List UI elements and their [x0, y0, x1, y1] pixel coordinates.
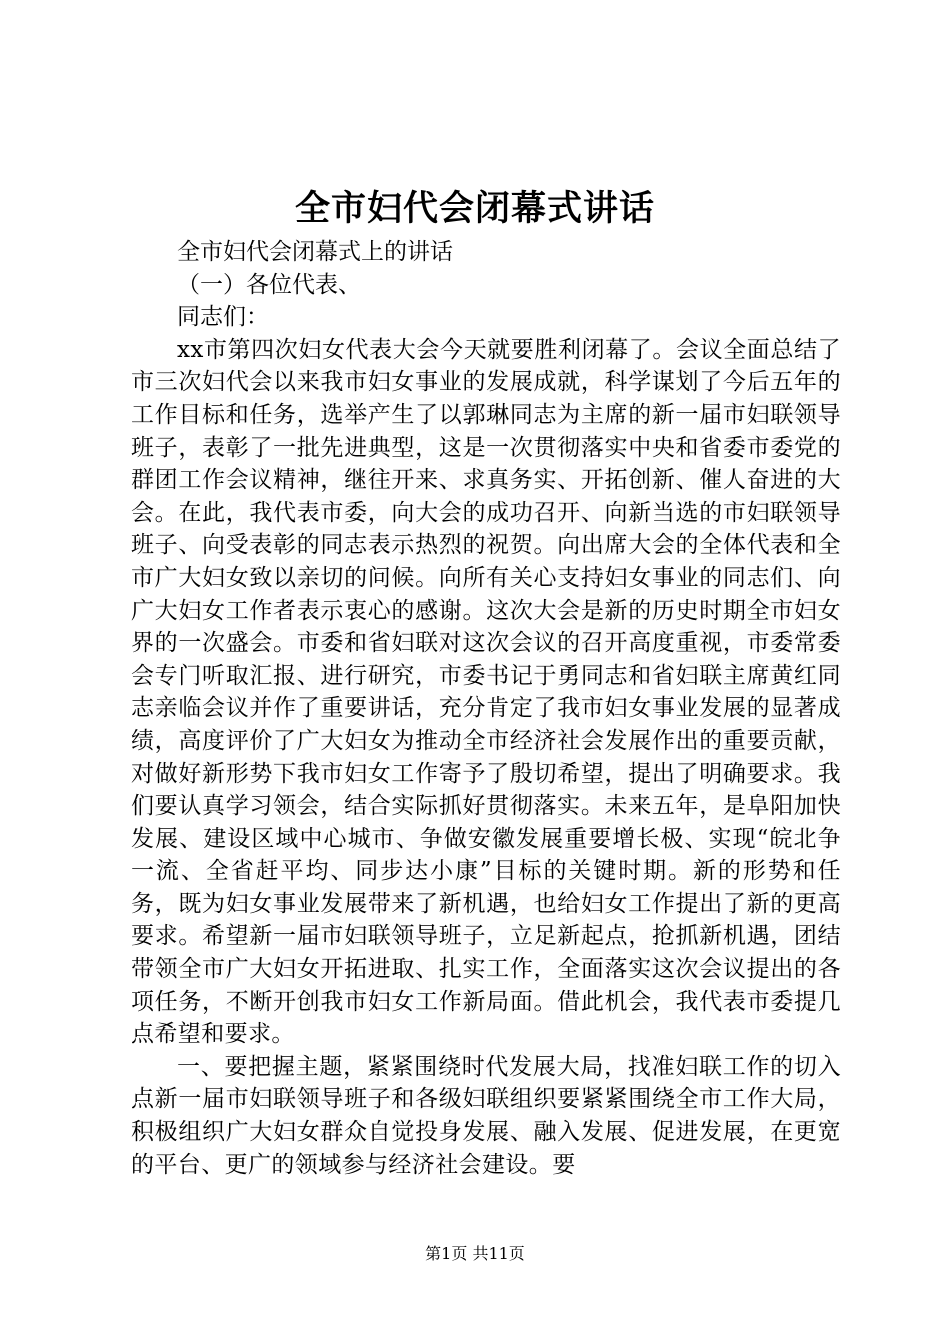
- body-paragraph: 一、要把握主题，紧紧围绕时代发展大局，找准妇联工作的切入点新一届市妇联领导班子和各级妇联组织要紧紧围绕全市工作大局，积极组织广大妇女群众自觉投身发展、融入发展、促进发展，在更宽的平台、更广的领域参与经济社会建设。要: [131, 1053, 841, 1178]
- document-subtitle: 全市妇代会闭幕式上的讲话: [177, 239, 453, 265]
- greeting-line-2: 同志们：: [177, 304, 269, 331]
- greeting-line-1: （一）各位代表、: [177, 271, 361, 298]
- document-body: [131, 236, 841, 1181]
- document-title: 全市妇代会闭幕式讲话: [294, 188, 655, 229]
- body-paragraph: xx市第四次妇女代表大会今天就要胜利闭幕了。会议全面总结了市三次妇代会以来我市妇女事业的发展成就，科学谋划了今后五年的工作目标和任务，选举产生了以郭琳同志为主席的新一届市妇联领导班子，表彰了一批先进典型，这是一次贯彻落实中央和省委市委党的群团工作会议精神，继往开来、求真务实、开拓创新、催人奋进的大会。在此，我代表市委，向大会的成功召开、向新当选的市妇联领导班子、向受表彰的同志表示热烈的祝贺。向出席大会的全体代表和全市广大妇女致以亲切的问候。向所有关心支持妇女事业的同志们、向广大妇女工作者表示衷心的感谢。这次大会是新的历史时期全市妇女界的一次盛会。市委和省妇联对这次会议的召开高度重视，市委常委会专门听取汇报、进行研究，市委书记于勇同志和省妇联主席黄红同志亲临会议并作了重要讲话，充分肯定了我市妇女事业发展的显著成绩，高度评价了广大妇女为推动全市经济社会发展作出的重要贡献，对做好新形势下我市妇女工作寄予了殷切希望，提出了明确要求。我们要认真学习领会，结合实际抓好贯彻落实。未来五年，是阜阳加快发展、建设区域中心城市、争做安徽发展重要增长极、实现“皖北争一流、全省赶平均、同步达小康”目标的关键时期。新的形势和任务，既为妇女事业发展带来了新机遇，也给妇女工作提出了新的更高要求。希望新一届市妇联领导班子，立足新起点，抢抓新机遇，团结带领全市广大妇女开拓进取、扎实工作，全面落实这次会议提出的各项任务，不断开创我市妇女工作新局面。借此机会，我代表市委提几点希望和要求。: [131, 336, 841, 1048]
- page-footer: 第1页 共11页: [425, 1244, 525, 1263]
